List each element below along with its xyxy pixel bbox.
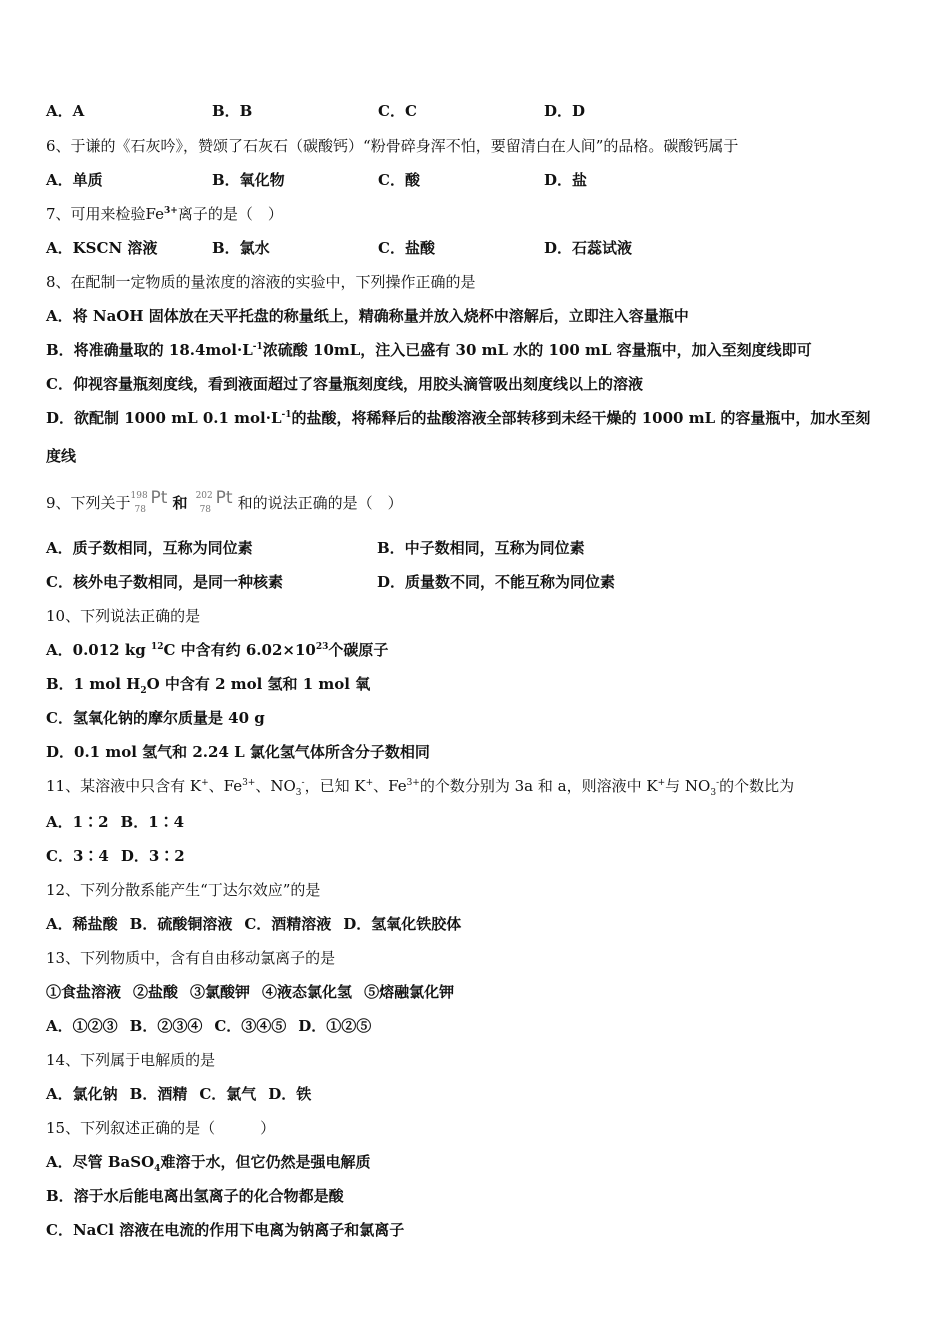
q11-option-c: C．3∶4 bbox=[46, 847, 109, 865]
q15-option-b: B．溶于水后能电离出氢离子的化合物都是酸 bbox=[46, 1187, 344, 1205]
q8-option-a: A．将 NaOH 固体放在天平托盘的称量纸上，精确称量并放入烧杯中溶解后，立即注入容量瓶中 bbox=[46, 307, 689, 325]
q11-stem bbox=[46, 776, 794, 796]
q13-option-d: D．①②⑤ bbox=[298, 1017, 372, 1035]
q11-sup-2: 3+ bbox=[242, 778, 256, 788]
q9-options-row2 bbox=[46, 572, 708, 592]
q7-stem bbox=[46, 204, 283, 224]
q13-option-b: B．②③④ bbox=[129, 1017, 203, 1035]
q14-option-b: B．酒精 bbox=[129, 1085, 188, 1103]
q10-option-b-sub: 2 bbox=[140, 686, 147, 696]
isotope-mass: 202 bbox=[195, 491, 213, 501]
q15-option-a-text-end: 难溶于水，但它仍然是强电解质 bbox=[160, 1153, 371, 1171]
q11-options-row1 bbox=[46, 812, 184, 832]
q6-option-d: D．盐 bbox=[544, 171, 588, 189]
q7-option-c: C．盐酸 bbox=[378, 239, 435, 257]
q5-option-a: A．A bbox=[46, 102, 85, 120]
q10-option-a-text-mid: C 中含有约 6.02×10 bbox=[163, 641, 316, 659]
q9-option-d: D．质量数不同，不能互称为同位素 bbox=[377, 573, 616, 591]
q8-option-b-text: B．将准确量取的 18.4mol·L bbox=[46, 341, 253, 359]
q11-sub-7: 3 bbox=[710, 788, 717, 798]
q10-option-c: C．氢氧化钠的摩尔质量是 40 g bbox=[46, 709, 265, 727]
q8-option-d-text: D．欲配制 1000 mL 0.1 mol·L bbox=[46, 409, 282, 427]
q11-text-4: ，已知 K bbox=[304, 777, 366, 795]
isotope-atomic-number: 78 bbox=[134, 505, 146, 515]
q11-text-5: 、Fe bbox=[373, 777, 407, 795]
q6-stem: 6、于谦的《石灰吟》，赞颂了石灰石（碳酸钙）“粉骨碎身浑不怕，要留清白在人间”的品格。碳酸钙属于 bbox=[46, 137, 739, 155]
q13-item-1: ①食盐溶液 bbox=[46, 983, 122, 1001]
q6-option-a: A．单质 bbox=[46, 171, 103, 189]
q11-sup-7: - bbox=[716, 778, 720, 788]
q10-option-d: D．0.1 mol 氢气和 2.24 L 氯化氢气体所含分子数相同 bbox=[46, 743, 430, 761]
q14-options bbox=[46, 1084, 311, 1104]
q11-text-3: 、NO bbox=[255, 777, 296, 795]
q13-options bbox=[46, 1016, 371, 1036]
q9-stem bbox=[46, 486, 403, 514]
q10-stem: 10、下列说法正确的是 bbox=[46, 607, 201, 625]
isotope-mass: 198 bbox=[130, 491, 148, 501]
q10-option-a-text: A．0.012 kg bbox=[46, 641, 151, 659]
q8-option-b bbox=[46, 340, 812, 360]
q13-items bbox=[46, 982, 454, 1002]
q10-option-b bbox=[46, 674, 370, 694]
q14-stem: 14、下列属于电解质的是 bbox=[46, 1051, 216, 1069]
q9-stem-text-end: 和的说法正确的是（ ） bbox=[237, 494, 403, 512]
q11-text-1: 11、某溶液中只含有 K bbox=[46, 777, 202, 795]
q10-option-a-sup1: 12 bbox=[150, 642, 164, 652]
q11-sup-3: - bbox=[301, 778, 305, 788]
q11-option-d: D．3∶2 bbox=[120, 847, 185, 865]
q5-option-d: D．D bbox=[544, 102, 586, 120]
q8-option-b-text-end: 浓硫酸 10mL，注入已盛有 30 mL 水的 100 mL 容量瓶中，加入至刻度线即可 bbox=[262, 341, 812, 359]
isotope-atomic-number: 78 bbox=[199, 505, 212, 515]
q10-option-a-sup2: 23 bbox=[315, 642, 329, 652]
q13-item-2: ②盐酸 bbox=[133, 983, 179, 1001]
q11-text-2: 、Fe bbox=[208, 777, 243, 795]
q11-sup-4: + bbox=[365, 778, 374, 788]
q9-option-a: A．质子数相同，互称为同位素 bbox=[46, 539, 253, 557]
q11-text-8: 的个数比为 bbox=[719, 777, 795, 795]
q13-item-4: ④液态氯化氢 bbox=[262, 983, 353, 1001]
isotope-symbol: Pt bbox=[150, 488, 168, 508]
q11-text-7: 与 NO bbox=[665, 777, 711, 795]
q15-option-a-text: A．尽管 BaSO bbox=[46, 1153, 155, 1171]
q6-option-b: B．氧化物 bbox=[212, 171, 285, 189]
isotope-pt-202 bbox=[196, 486, 238, 514]
q9-option-b: B．中子数相同，互称为同位素 bbox=[377, 539, 585, 557]
q14-option-c: C．氯气 bbox=[199, 1085, 257, 1103]
q8-option-d-text-end: 的盐酸，将稀释后的盐酸溶液全部转移到未经干燥的 1000 mL 的容量瓶中，加水至刻 bbox=[291, 409, 871, 427]
q13-option-a: A．①②③ bbox=[46, 1017, 118, 1035]
q10-option-b-text: B．1 mol H bbox=[46, 675, 141, 693]
q13-option-c: C．③④⑤ bbox=[214, 1017, 287, 1035]
q12-option-d: D．氢氧化铁胶体 bbox=[343, 915, 462, 933]
q5-option-c: C．C bbox=[378, 102, 417, 120]
q7-option-a: A．KSCN 溶液 bbox=[46, 239, 158, 257]
q7-stem-text: 7、可用来检验Fe bbox=[46, 205, 165, 223]
q11-sup-1: + bbox=[201, 778, 209, 788]
q11-options-row2 bbox=[46, 846, 185, 866]
q7-stem-text-end: 离子的是（ ） bbox=[177, 205, 283, 223]
q7-options bbox=[46, 238, 710, 258]
q15-stem: 15、下列叙述正确的是（ ） bbox=[46, 1119, 276, 1137]
q8-stem: 8、在配制一定物质的量浓度的溶液的实验中，下列操作正确的是 bbox=[46, 273, 476, 291]
q10-option-a bbox=[46, 640, 388, 660]
q7-option-d: D．石蕊试液 bbox=[544, 239, 633, 257]
q10-option-a-text-end: 个碳原子 bbox=[328, 641, 389, 659]
isotope-symbol: Pt bbox=[215, 488, 233, 508]
q15-option-a-sub: 4 bbox=[154, 1164, 161, 1174]
q12-stem: 12、下列分散系能产生“丁达尔效应”的是 bbox=[46, 881, 321, 899]
q12-option-b: B．硫酸铜溶液 bbox=[129, 915, 233, 933]
q11-option-b: B．1∶4 bbox=[120, 813, 185, 831]
q13-stem: 13、下列物质中，含有自由移动氯离子的是 bbox=[46, 949, 336, 967]
q7-stem-sup: 3+ bbox=[164, 206, 178, 216]
q7-option-b: B．氯水 bbox=[212, 239, 270, 257]
isotope-pt-198 bbox=[131, 486, 173, 514]
q11-sup-5: 3+ bbox=[406, 778, 420, 788]
q13-item-3: ③氯酸钾 bbox=[190, 983, 251, 1001]
q15-option-c: C．NaCl 溶液在电流的作用下电离为钠离子和氯离子 bbox=[46, 1221, 405, 1239]
q14-option-a: A．氯化钠 bbox=[46, 1085, 118, 1103]
q15-option-a bbox=[46, 1152, 370, 1172]
q12-option-a: A．稀盐酸 bbox=[46, 915, 118, 933]
q12-options bbox=[46, 914, 461, 934]
q8-option-c: C．仰视容量瓶刻度线，看到液面超过了容量瓶刻度线，用胶头滴管吸出刻度线以上的溶液 bbox=[46, 375, 643, 393]
q11-option-a: A．1∶2 bbox=[46, 813, 109, 831]
q5-options bbox=[46, 101, 710, 121]
q9-option-c: C．核外电子数相同，是同一种核素 bbox=[46, 573, 283, 591]
q9-stem-text: 9、下列关于 bbox=[46, 494, 131, 512]
q13-item-5: ⑤熔融氯化钾 bbox=[364, 983, 455, 1001]
q6-option-c: C．酸 bbox=[378, 171, 420, 189]
q8-option-d-continued: 度线 bbox=[46, 447, 77, 465]
q8-option-d bbox=[46, 408, 870, 428]
q10-option-b-text-end: O 中含有 2 mol 氢和 1 mol 氧 bbox=[146, 675, 371, 693]
q9-stem-and: 和 bbox=[172, 494, 188, 512]
q8-option-b-sup: -1 bbox=[252, 342, 263, 352]
q14-option-d: D．铁 bbox=[268, 1085, 312, 1103]
q6-options bbox=[46, 170, 710, 190]
q12-option-c: C．酒精溶液 bbox=[244, 915, 332, 933]
q8-option-d-sup: -1 bbox=[281, 410, 292, 420]
q9-options-row1 bbox=[46, 538, 708, 558]
q11-text-6: 的个数分别为 3a 和 a，则溶液中 K bbox=[419, 777, 658, 795]
q11-sup-6: + bbox=[657, 778, 666, 788]
q5-option-b: B．B bbox=[212, 102, 253, 120]
q11-sub-3: 3 bbox=[295, 788, 302, 798]
